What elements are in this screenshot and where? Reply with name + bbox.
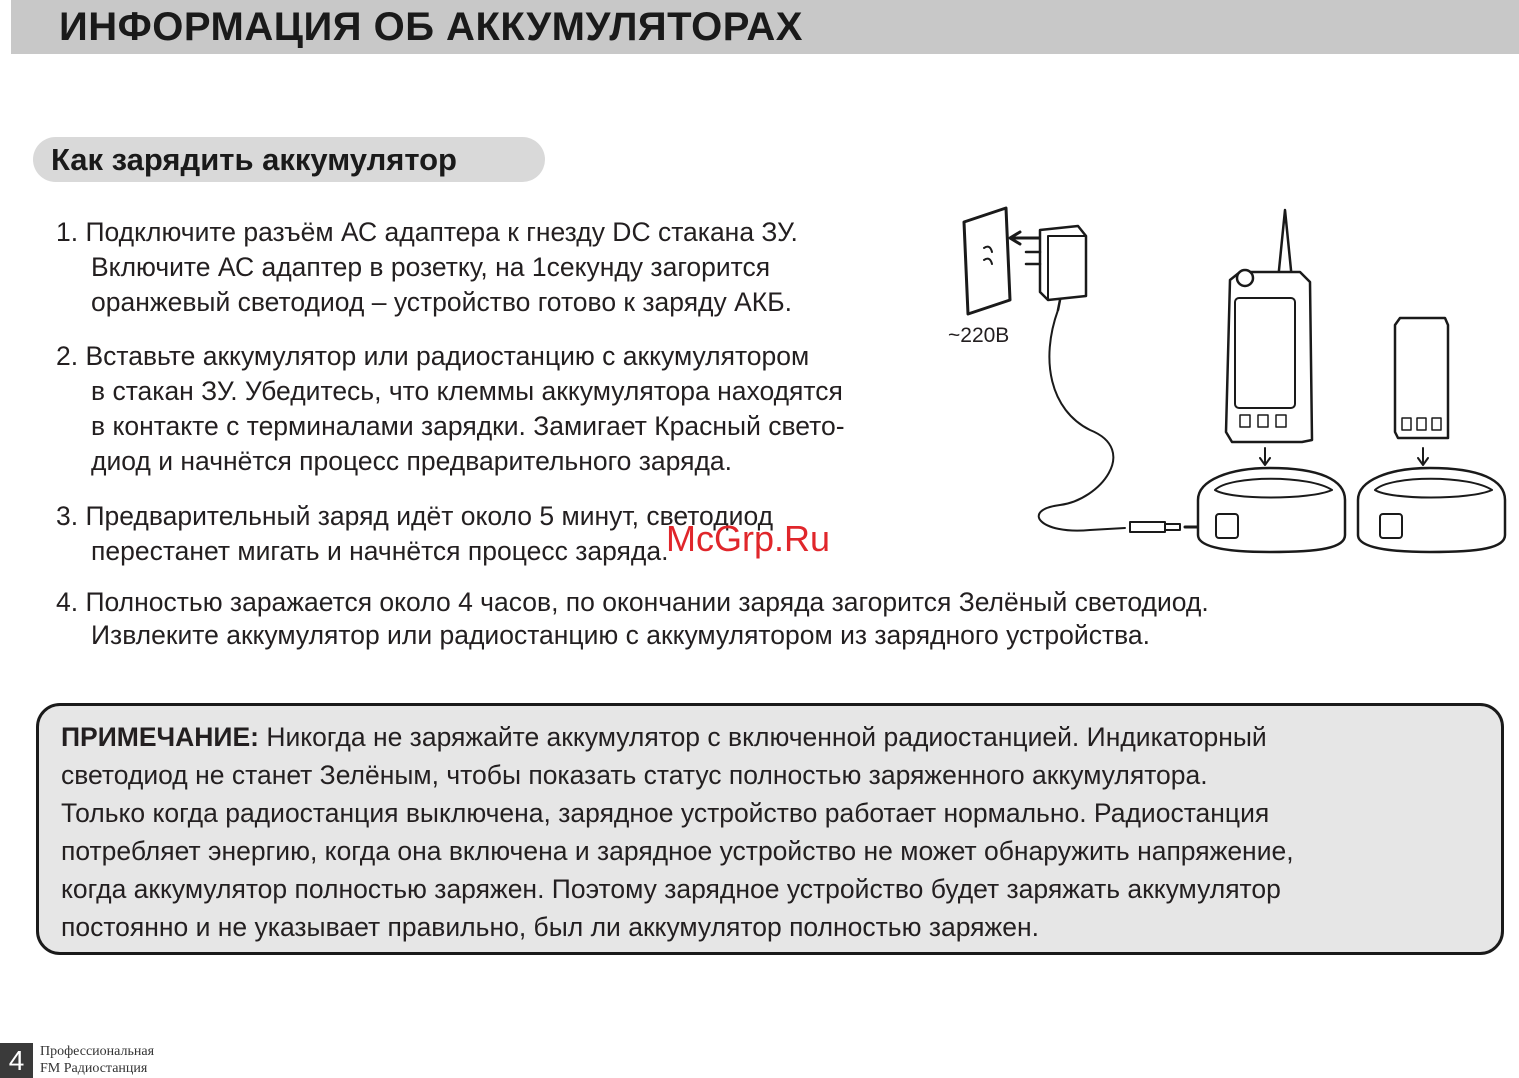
step-2-line-3: в контакте с терминалами зарядки. Замигает Красный свето- xyxy=(91,411,845,441)
note-text xyxy=(61,718,1294,946)
step-1-line-3: оранжевый светодиод – устройство готово к заряду АКБ. xyxy=(91,287,792,317)
arrow-icon xyxy=(1010,232,1040,244)
footer-caption xyxy=(40,1043,154,1077)
note-line-5: когда аккумулятор полностью заряжен. Поэтому зарядное устройство будет заряжать аккумулятор xyxy=(61,874,1281,904)
section-heading xyxy=(33,137,545,182)
note-first-line: Никогда не заряжайте аккумулятор с включенной радиостанцией. Индикаторный xyxy=(258,722,1267,752)
step-2-line-2: в стакан ЗУ. Убедитесь, что клеммы аккумулятора находятся xyxy=(91,376,843,406)
footer-line-2: FM Радиостанция xyxy=(40,1061,148,1076)
step-4-line-1: 4. Полностью заражается около 4 часов, по окончании заряда загорится Зелёный светодиод. xyxy=(56,587,1209,617)
charger-cradle-icon xyxy=(1198,468,1345,552)
step-1-line-1: 1. Подключите разъём АС адаптера к гнезду DC стакана ЗУ. xyxy=(56,217,798,247)
step-2-line-1: 2. Вставьте аккумулятор или радиостанцию с аккумулятором xyxy=(56,341,810,371)
battery-icon xyxy=(1395,318,1448,465)
step-2 xyxy=(56,339,845,479)
step-4 xyxy=(56,586,1209,652)
step-4-line-2: Извлеките аккумулятор или радиостанцию с аккумулятором из зарядного устройства. xyxy=(91,620,1150,650)
title-bar xyxy=(11,0,1519,54)
note-line-1 xyxy=(61,718,1294,756)
step-3-line-1: 3. Предварительный заряд идёт около 5 минут, светодиод xyxy=(56,501,774,531)
radio-icon xyxy=(1226,210,1312,465)
page-title: ИНФОРМАЦИЯ ОБ АККУМУЛЯТОРАХ xyxy=(59,5,803,49)
note-line-2: светодиод не станет Зелёным, чтобы показать статус полностью заряженного аккумулятора. xyxy=(61,760,1208,790)
charger-cradle-icon xyxy=(1358,468,1505,552)
cable-icon xyxy=(1039,310,1125,531)
step-2-line-4: диод и начнётся процесс предварительного заряда. xyxy=(91,446,733,476)
note-line-6: постоянно и не указывает правильно, был ли аккумулятор полностью заряжен. xyxy=(61,912,1039,942)
note-line-3: Только когда радиостанция выключена, зарядное устройство работает нормально. Радиостанция xyxy=(61,798,1270,828)
section-title: Как зарядить аккумулятор xyxy=(51,142,457,177)
note-label: ПРИМЕЧАНИЕ: xyxy=(61,722,259,752)
watermark: McGrp.Ru xyxy=(666,518,831,559)
dc-plug-icon xyxy=(1130,522,1180,532)
note-box xyxy=(36,703,1504,955)
step-1-line-2: Включите АС адаптер в розетку, на 1секунду загорится xyxy=(91,252,771,282)
voltage-label: ~220В xyxy=(948,324,1010,347)
wall-socket-icon xyxy=(964,208,1010,314)
note-line-4: потребляет энергию, когда она включена и зарядное устройство не может обнаружить напряжение, xyxy=(61,836,1294,866)
page-number: 4 xyxy=(0,1043,33,1078)
footer-line-1: Профессиональная xyxy=(40,1044,155,1059)
step-1 xyxy=(56,215,798,320)
charging-illustration xyxy=(940,200,1510,570)
step-3-line-2: перестанет мигать и начнётся процесс заряда. xyxy=(91,536,669,566)
